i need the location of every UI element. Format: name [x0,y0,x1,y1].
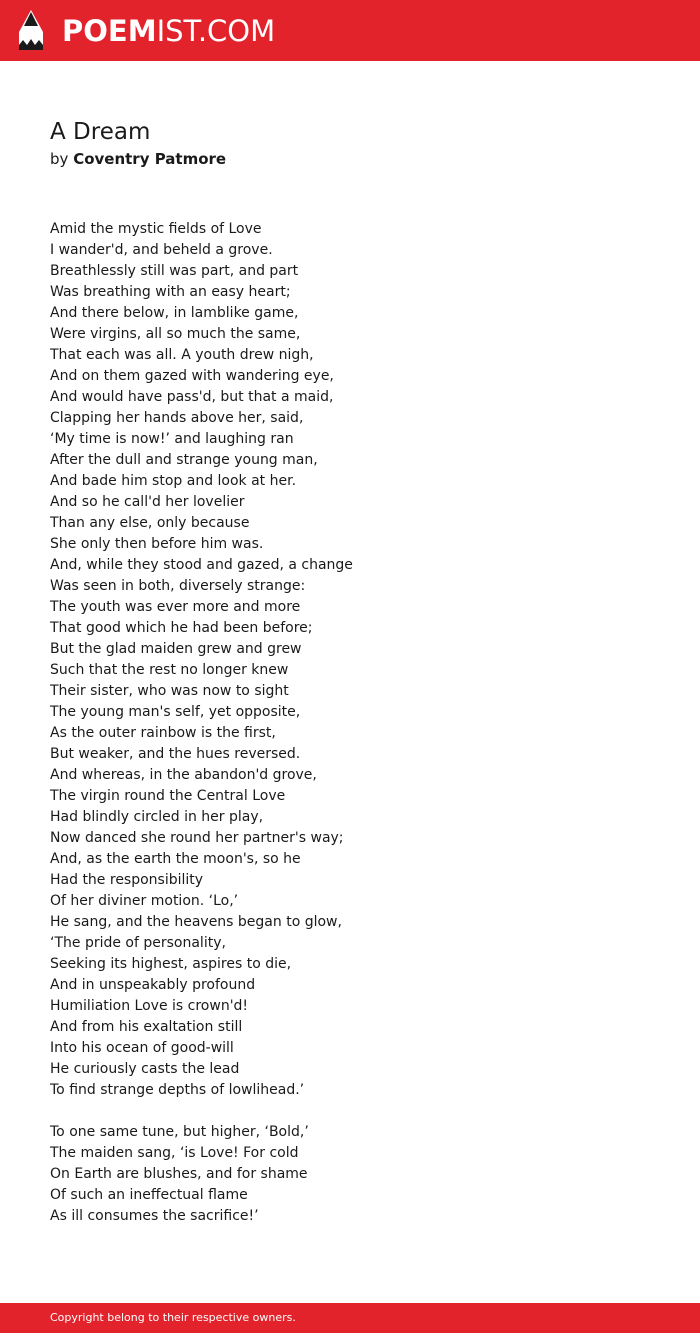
poem-line: And would have pass'd, but that a maid, [50,389,334,405]
poem-line: Now danced she round her partner's way; [50,830,344,846]
poem-line: And on them gazed with wandering eye, [50,368,334,384]
poem-line: Seeking its highest, aspires to die, [50,956,292,972]
poem-title: A Dream [50,119,151,145]
poem-line: Humiliation Love is crown'd! [50,998,249,1014]
poem-line: After the dull and strange young man, [50,452,318,468]
site-footer [0,1303,700,1333]
poem-line: ‘My time is now!’ and laughing ran [50,431,294,447]
poem-line: And, as the earth the moon's, so he [50,851,301,867]
poem-line: As ill consumes the sacrifice!’ [50,1208,259,1224]
poem-line: I wander'd, and beheld a grove. [50,242,273,258]
poem-line: And whereas, in the abandon'd grove, [50,767,317,783]
poem-line: That each was all. A youth drew nigh, [50,347,314,363]
poem-line: But weaker, and the hues reversed. [50,746,301,762]
site-header [0,0,700,61]
poem-line: Breathlessly still was part, and part [50,263,299,279]
poem-line: And, while they stood and gazed, a change [50,557,353,573]
poem-line: And from his exaltation still [50,1019,243,1035]
site-logo-link[interactable] [16,8,275,54]
poem-line: Than any else, only because [50,515,250,531]
poem-line: Had blindly circled in her play, [50,809,264,825]
poem-line: The maiden sang, ‘is Love! For cold [50,1145,299,1161]
copyright-text: Copyright belong to their respective owners. [50,1311,296,1324]
poem-author: Coventry Patmore [73,150,227,168]
poem-line: Of such an ineffectual flame [50,1187,248,1203]
poem-line: ‘The pride of personality, [50,935,226,951]
poem-line: He curiously casts the lead [50,1061,240,1077]
poem-line: Were virgins, all so much the same, [50,326,301,342]
poem-line: Such that the rest no longer knew [50,662,289,678]
poem-line: To find strange depths of lowlihead.’ [50,1082,305,1098]
poem-line: Of her diviner motion. ‘Lo,’ [50,893,239,909]
byline-prefix: by [50,150,69,168]
poem-line: The virgin round the Central Love [50,788,286,804]
poem-line: The youth was ever more and more [50,599,301,615]
poem-line: That good which he had been before; [50,620,313,636]
poem-byline [50,150,226,168]
poem-line: Into his ocean of good-will [50,1040,234,1056]
poem-line: On Earth are blushes, and for shame [50,1166,308,1182]
poem-line: And so he call'd her lovelier [50,494,245,510]
poem-line: Clapping her hands above her, said, [50,410,304,426]
poem-line: Their sister, who was now to sight [50,683,289,699]
poem-line: He sang, and the heavens began to glow, [50,914,342,930]
poem-line: Was breathing with an easy heart; [50,284,291,300]
pencil-icon [16,9,46,53]
logo-text-bold: POEM [62,13,157,48]
poem-line: And in unspeakably profound [50,977,256,993]
poem-line: Had the responsibility [50,872,204,888]
poem-line: Amid the mystic fields of Love [50,221,262,237]
poem-line: And bade him stop and look at her. [50,473,297,489]
poem-line: But the glad maiden grew and grew [50,641,302,657]
poem-line: As the outer rainbow is the first, [50,725,276,741]
poem-line: Was seen in both, diversely strange: [50,578,306,594]
poem-body [50,219,670,1227]
site-logo-text [62,13,276,48]
poem-line: The young man's self, yet opposite, [50,704,301,720]
poem-line: She only then before him was. [50,536,264,552]
poem-line: To one same tune, but higher, ‘Bold,’ [50,1124,309,1140]
stanza-gap [50,1101,670,1122]
logo-text-light: IST.COM [156,13,276,48]
poem-line: And there below, in lamblike game, [50,305,299,321]
